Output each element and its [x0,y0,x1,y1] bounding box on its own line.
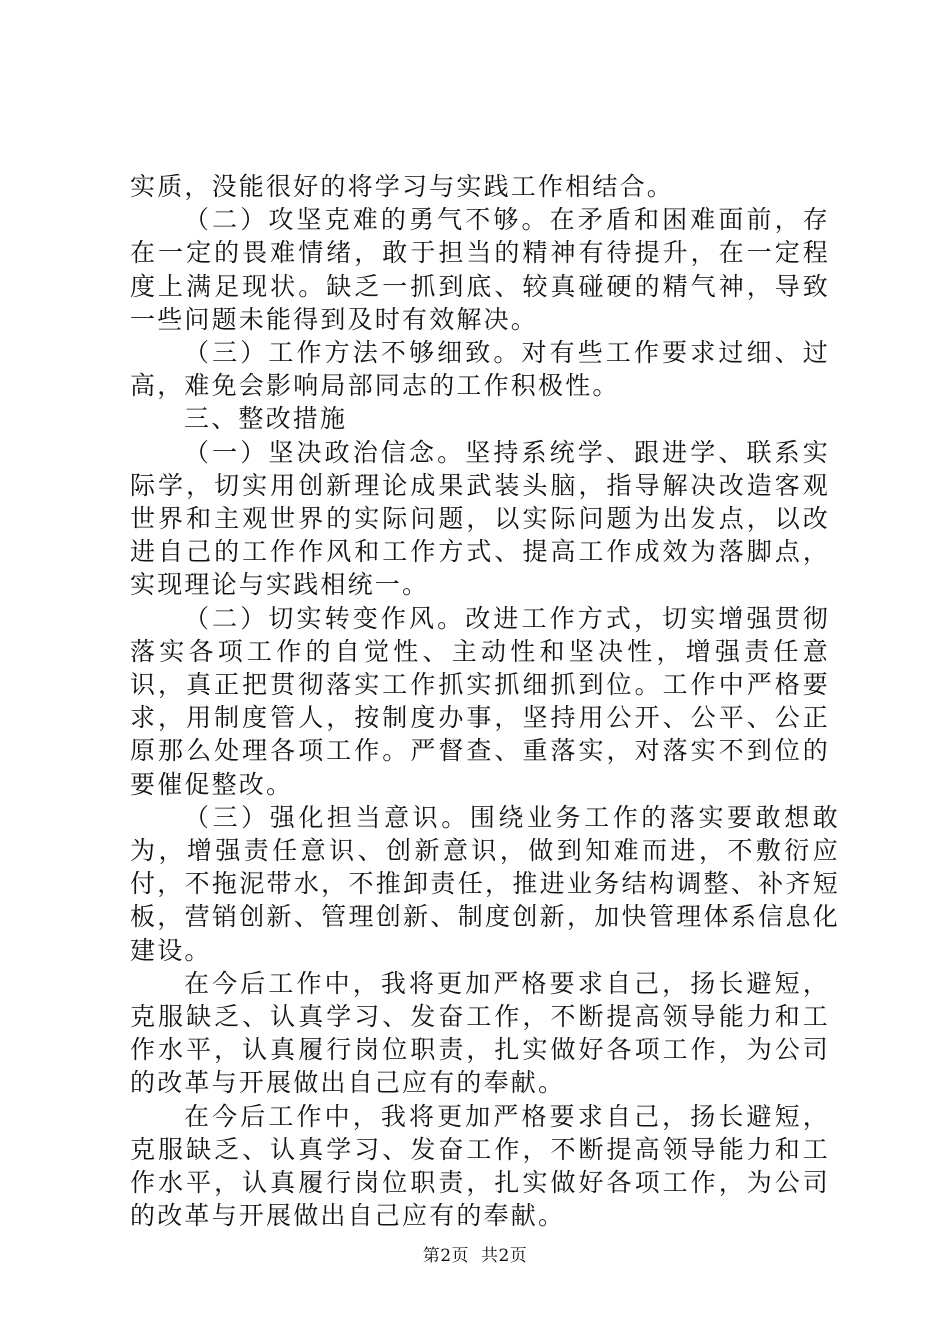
paragraph-continuation: 实质，没能很好的将学习与实践工作相结合。 [130,172,675,201]
document-body [130,170,840,1233]
paragraph-measure-2: （二）切实转变作风。改进工作方式，切实增强贯彻落实各项工作的自觉性、主动性和坚决性，增强责任意识，真正把贯彻落实工作抓实抓细抓到位。工作中严格要求，用制度管人，按制度办事，坚持用公开、公平、公正原那么处理各项工作。严督查、重落实，对落实不到位的要催促整改。 [130,603,830,799]
page-total: 共2页 [480,1246,528,1266]
paragraph-problem-2: （二）攻坚克难的勇气不够。在矛盾和困难面前，存在一定的畏难情绪，敢于担当的精神有待提升，在一定程度上满足现状。缺乏一抓到底、较真碰硬的精气神，导致一些问题未能得到及时有效解决。 [130,205,830,334]
paragraph-conclusion-1: 在今后工作中，我将更加严格要求自己，扬长避短，克服缺乏、认真学习、发奋工作，不断提高领导能力和工作水平，认真履行岗位职责，扎实做好各项工作，为公司的改革与开展做出自己应有的奉献。 [130,968,830,1098]
paragraph-measure-3: （三）强化担当意识。围绕业务工作的落实要敢想敢为，增强责任意识、创新意识，做到知难而进，不敷衍应付，不拖泥带水，不推卸责任，推进业务结构调整、补齐短板，营销创新、管理创新、制度创新，加快管理体系信息化建设。 [130,802,840,965]
paragraph-measure-1: （一）坚决政治信念。坚持系统学、跟进学、联系实际学，切实用创新理论成果武装头脑，指导解决改造客观世界和主观世界的实际问题，以实际问题为出发点，以改进自己的工作作风和工作方式、提高工作成效为落脚点，实现理论与实践相统一。 [130,437,830,600]
paragraph-problem-3: （三）工作方法不够细致。对有些工作要求过细、过高，难免会影响局部同志的工作积极性。 [130,338,830,401]
page-number: 第2页 [422,1246,470,1266]
section-heading-measures: 三、整改措施 [184,404,348,434]
paragraph-conclusion-2: 在今后工作中，我将更加严格要求自己，扬长避短，克服缺乏、认真学习、发奋工作，不断提高领导能力和工作水平，认真履行岗位职责，扎实做好各项工作，为公司的改革与开展做出自己应有的奉献。 [130,1101,830,1231]
page-footer [0,1245,950,1267]
